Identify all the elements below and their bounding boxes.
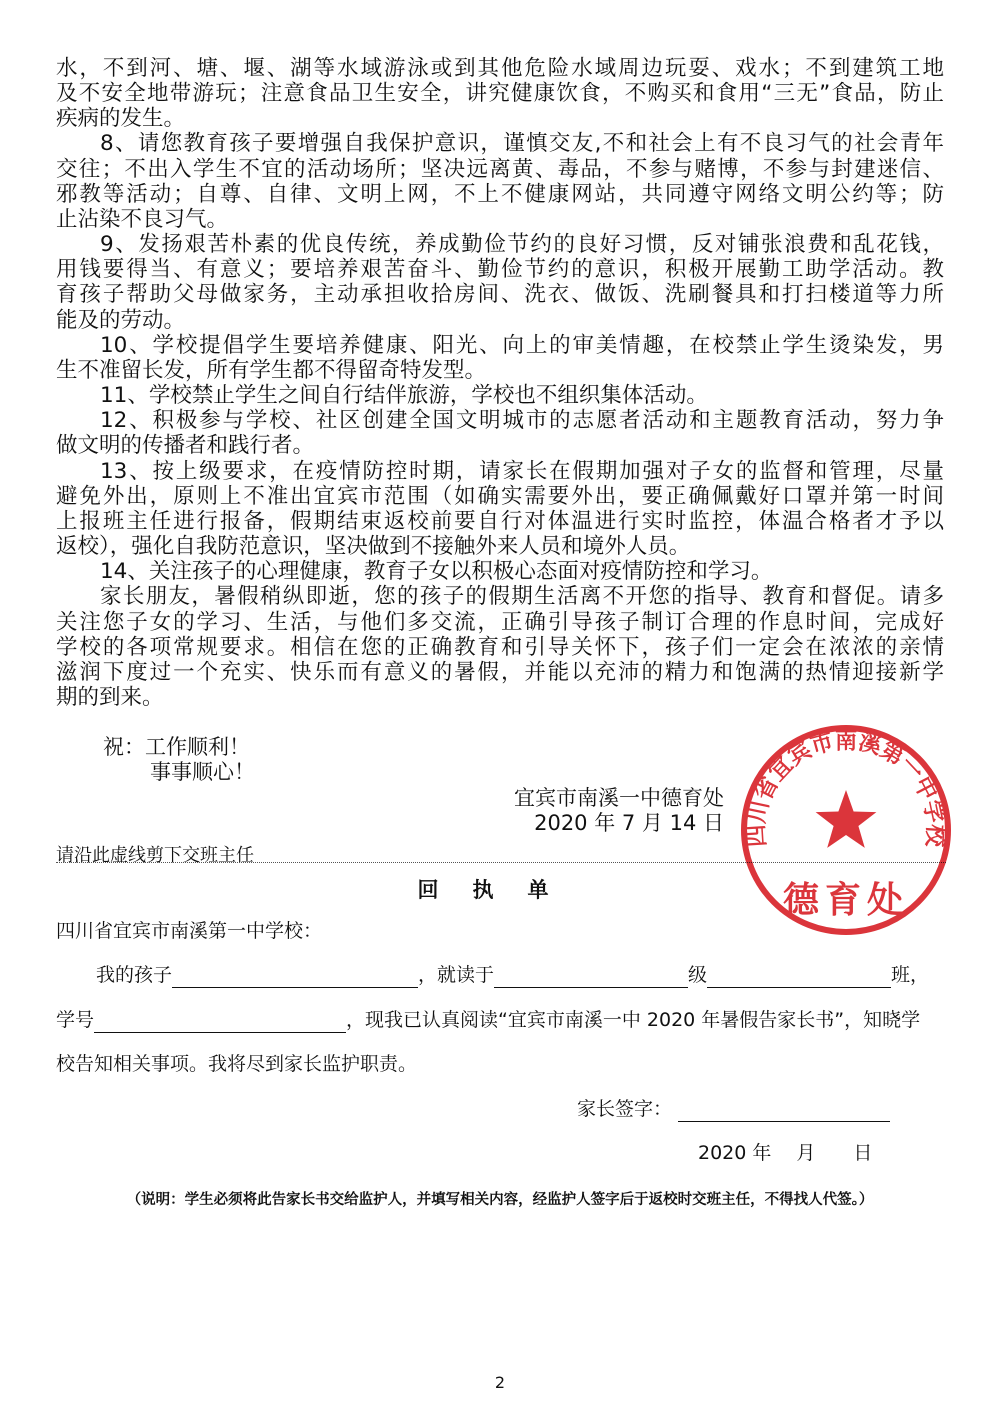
label: 级: [688, 964, 708, 986]
receipt-date: 2020 年 月 日: [698, 1142, 873, 1164]
receipt-line-2: [56, 1008, 920, 1033]
body-line: 用钱要得当、有意义；要培养艰苦奋斗、勤俭节约的意识，积极开展勤工助学活动。教: [56, 257, 944, 283]
body-line: 8、请您教育孩子要增强自我保护意识，谨慎交友,不和社会上有不良习气的社会青年: [100, 131, 944, 157]
receipt-addressee: 四川省宜宾市南溪第一中学校：: [56, 920, 323, 942]
signature-label: 家长签字：: [577, 1098, 673, 1120]
body-line: 交往；不出入学生不宜的活动场所；坚决远离黄、毒品，不参与赌博，不参与封建迷信、: [56, 156, 944, 182]
body-line: 9、发扬艰苦朴素的优良传统，养成勤俭节约的良好习惯，反对铺张浪费和乱花钱，: [100, 232, 944, 258]
receipt-title: 回执单: [417, 878, 583, 902]
student-number-blank[interactable]: [94, 1012, 346, 1033]
child-name-blank[interactable]: [172, 967, 418, 988]
cut-line-label: 请沿此虚线剪下交班主任: [56, 845, 254, 866]
body-line: 邪教等活动；自尊、自律、文明上网，不上不健康网站，共同遵守网络文明公约等；防: [56, 181, 944, 207]
svg-text:四川省宜宾市南溪第一中学校: 四川省宜宾市南溪第一中学校: [741, 726, 951, 850]
receipt-line-1: [96, 963, 929, 988]
letter-date: 2020 年 7 月 14 日: [534, 811, 724, 835]
body-line: 做文明的传播者和践行者。: [56, 433, 315, 459]
closing-wish-1: 祝：工作顺利！: [103, 735, 250, 759]
receipt-line-3: 校告知相关事项。我将尽到家长监护职责。: [56, 1053, 418, 1075]
signer: 宜宾市南溪一中德育处: [514, 786, 724, 810]
body-line: 期的到来。: [56, 685, 164, 710]
body-line: 水，不到河、塘、堰、湖等水域游泳或到其他危险水域周边玩耍、戏水；不到建筑工地: [56, 56, 944, 81]
body-line: 10、学校提倡学生要培养健康、阳光、向上的审美情趣，在校禁止学生烫染发，男: [100, 332, 944, 358]
star-icon: [816, 790, 877, 848]
body-line: 13、按上级要求，在疫情防控时期，请家长在假期加强对子女的监督和管理，尽量: [100, 458, 944, 484]
body-line: 家长朋友，暑假稍纵即逝，您的孩子的假期生活离不开您的指导、教育和督促。请多: [100, 584, 944, 610]
body-line: 11、学校禁止学生之间自行结伴旅游，学校也不组织集体活动。: [100, 383, 708, 409]
body-line: 滋润下度过一个充实、快乐而有意义的暑假，并能以充沛的精力和饱满的热情迎接新学: [56, 659, 944, 685]
label: ，现我已认真阅读“宜宾市南溪一中 2020 年暑假告家长书”，知晓学: [346, 1009, 921, 1031]
closing-wish-2: 事事顺心！: [150, 760, 255, 784]
receipt-note: （说明：学生必须将此告家长书交给监护人，并填写相关内容，经监护人签字后于返校时交班主任，不得找人代签。）: [126, 1192, 874, 1208]
label: 学号: [56, 1009, 95, 1031]
body-line: 育孩子帮助父母做家务，主动承担收拾房间、洗衣、做饭、洗刷餐具和打扫楼道等力所: [56, 282, 944, 308]
body-line: 及不安全地带游玩；注意食品卫生安全，讲究健康饮食，不购买和食用“三无”食品，防止: [56, 81, 944, 107]
body-line: 止沾染不良习气。: [56, 206, 229, 232]
body-line: 上报班主任进行报备，假期结束返校前要自行对体温进行实时监控，体温合格者才予以: [56, 508, 944, 534]
label: 班，: [891, 964, 930, 986]
body-line: 生不准留长发，所有学生都不得留奇特发型。: [56, 357, 487, 383]
body-line: 疾病的发生。: [56, 106, 186, 132]
body-line: 能及的劳动。: [56, 307, 186, 333]
grade-blank[interactable]: [494, 967, 688, 988]
signature-row: [577, 1097, 890, 1122]
label: 我的孩子: [96, 964, 173, 986]
body-line: 返校），强化自我防范意识，坚决做到不接触外来人员和境外人员。: [56, 534, 691, 560]
body-line: 14、关注孩子的心理健康，教育子女以积极心态面对疫情防控和学习。: [100, 559, 773, 585]
signature-blank[interactable]: [678, 1101, 890, 1122]
body-line: 避免外出，原则上不准出宜宾市范围（如确实需要外出，要正确佩戴好口罩并第一时间: [56, 483, 944, 509]
body-line: 12、积极参与学校、社区创建全国文明城市的志愿者活动和主题教育活动，努力争: [100, 408, 944, 434]
page-number: 2: [494, 1373, 506, 1392]
label: ，就读于: [418, 964, 495, 986]
svg-text:德育处: 德育处: [782, 879, 910, 921]
body-line: 学校的各项常规要求。相信在您的正确教育和引导关怀下，孩子们一定会在浓浓的亲情: [56, 634, 944, 660]
body-line: 关注您子女的学习、生活，与他们多交流，正确引导孩子制订合理的作息时间，完成好: [56, 609, 944, 635]
class-blank[interactable]: [707, 967, 891, 988]
official-seal: [738, 722, 954, 938]
